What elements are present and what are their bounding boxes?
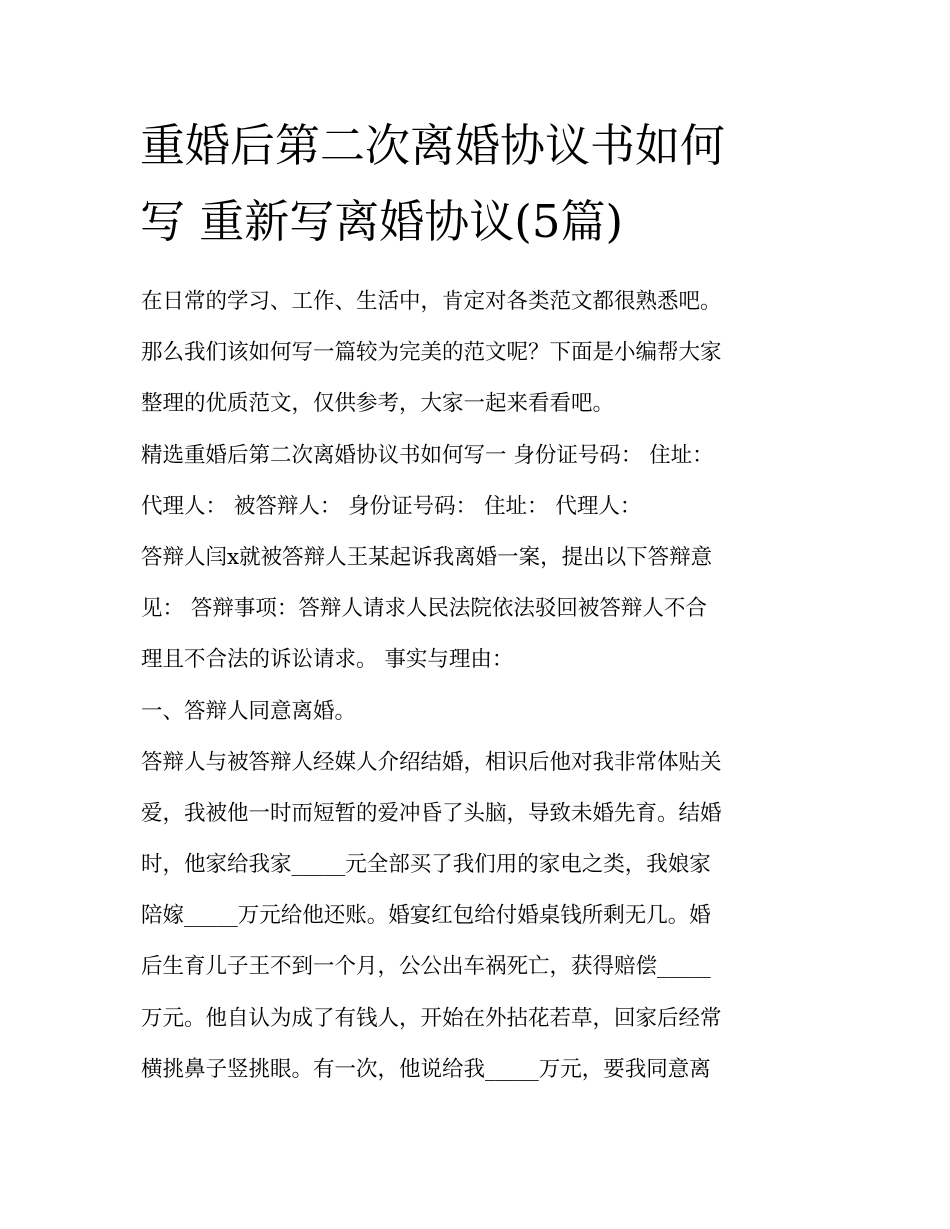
body-line: 一、答辩人同意离婚。 [141, 698, 357, 724]
body-line: 答辩人与被答辩人经媒人介绍结婚，相识后他对我非常体贴关 [141, 749, 722, 775]
document-title [140, 108, 820, 260]
body-line: 爱，我被他一时而短暂的爱冲昏了头脑，导致未婚先育。结婚 [141, 800, 722, 826]
body-line: 万元。他自认为成了有钱人，开始在外拈花若草，回家后经常 [141, 1005, 722, 1031]
body-line: 后生育儿子王不到一个月，公公出车祸死亡，获得赔偿_____ [141, 954, 711, 980]
body-line: 代理人： 被答辩人： 身份证号码： 住址： 代理人： [141, 493, 642, 519]
body-line: 见： 答辩事项：答辩人请求人民法院依法驳回被答辩人不合 [141, 596, 707, 622]
body-line: 整理的优质范文，仅供参考，大家一起来看看吧。 [141, 391, 615, 417]
body-line: 横挑鼻子竖挑眼。有一次，他说给我_____万元，要我同意离 [141, 1056, 711, 1082]
body-line: 在日常的学习、工作、生活中，肯定对各类范文都很熟悉吧。 [141, 289, 722, 314]
title-line: 写 重新写离婚协议(5篇) [140, 195, 624, 248]
body-line: 理且不合法的诉讼请求。 事实与理由： [141, 647, 514, 673]
body-line: 陪嫁_____万元给他还账。婚宴红包给付婚桌钱所剩无几。婚 [141, 903, 711, 929]
body-line: 精选重婚后第二次离婚协议书如何写一 身份证号码： 住址： [141, 442, 714, 468]
body-line: 时，他家给我家_____元全部买了我们用的家电之类，我娘家 [141, 852, 711, 878]
body-line: 那么我们该如何写一篇较为完美的范文呢？下面是小编帮大家 [141, 340, 722, 366]
title-line: 重婚后第二次离婚协议书如何 [140, 119, 726, 172]
document-body [141, 276, 821, 1095]
body-line: 答辩人闫x就被答辩人王某起诉我离婚一案，提出以下答辩意 [141, 544, 713, 570]
